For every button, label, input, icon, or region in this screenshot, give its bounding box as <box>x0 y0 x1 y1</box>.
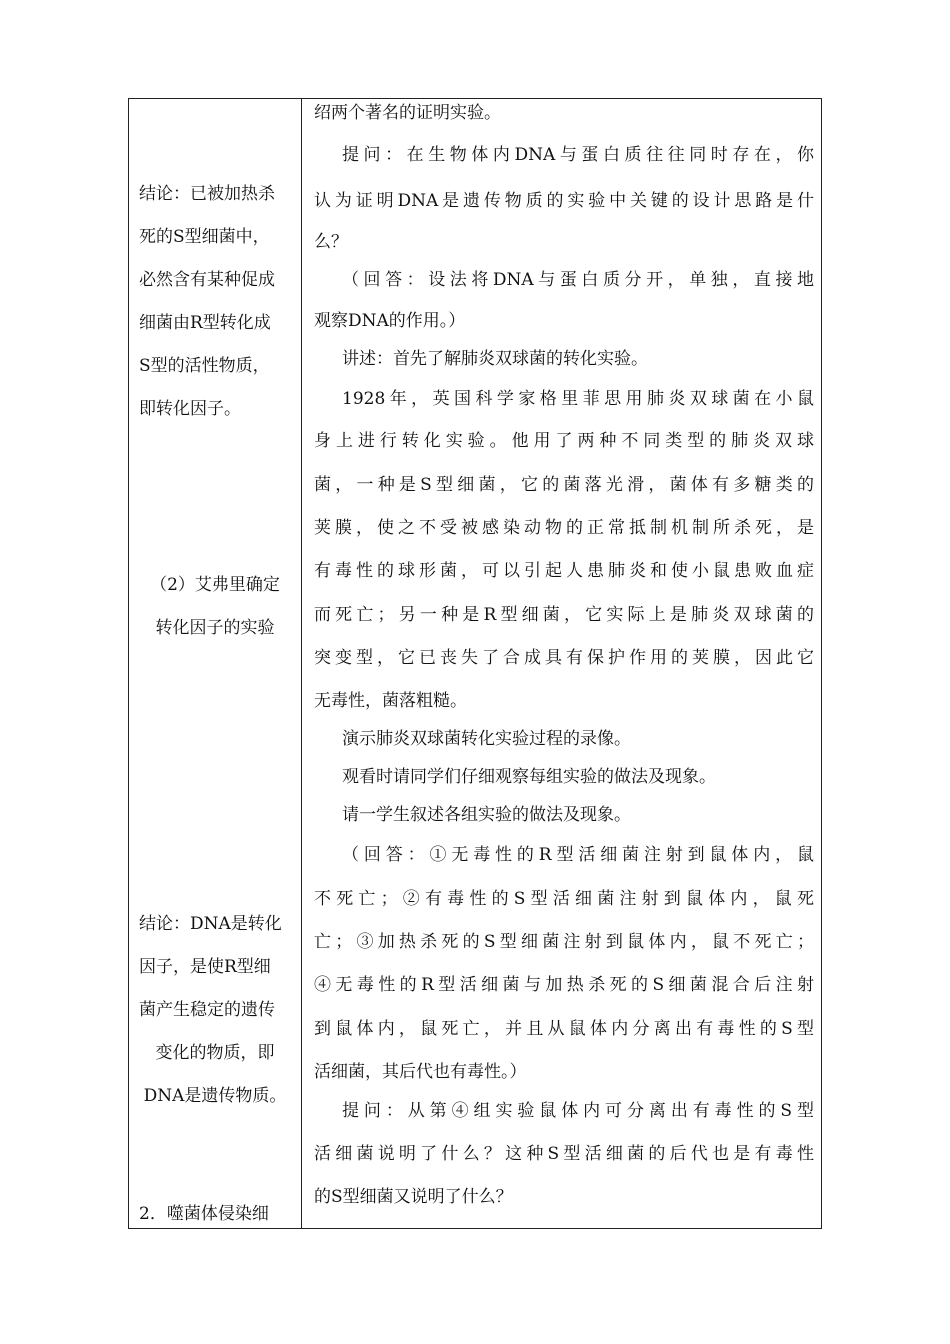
body-line: 的S型细菌又说明了什么？ <box>314 1187 513 1207</box>
body-line: 荚膜，使之不受被感染动物的正常抵制机制所杀死，是 <box>314 518 814 538</box>
body-line: 而死亡；另一种是R型细菌，它实际上是肺炎双球菌的 <box>314 605 814 625</box>
conclusion1-line: 结论：已被加热杀 <box>139 184 275 204</box>
body-line: 亡；③加热杀死的S型细菌注射到鼠体内，鼠不死亡； <box>314 932 814 952</box>
body-line: 观察DNA的作用。） <box>314 311 466 331</box>
notes-column <box>129 99 301 1228</box>
conclusion2-line: 结论：DNA是转化 <box>139 914 282 934</box>
body-line: 菌，一种是S型细菌，它的菌落光滑，菌体有多糖类的 <box>314 475 814 495</box>
body-line: （回答：设法将DNA与蛋白质分开，单独，直接地 <box>342 270 814 290</box>
body-line: 绍两个著名的证明实验。 <box>314 103 501 123</box>
body-line: 演示肺炎双球菌转化实验过程的录像。 <box>342 729 631 749</box>
body-line: 讲述：首先了解肺炎双球菌的转化实验。 <box>342 349 648 369</box>
body-line: 不死亡；②有毒性的S型活细菌注射到鼠体内，鼠死 <box>314 889 814 909</box>
conclusion1-line: 细菌由R型转化成 <box>139 313 271 333</box>
section2-heading: 转化因子的实验 <box>155 618 275 638</box>
section2-heading: （2）艾弗里确定 <box>150 575 280 595</box>
body-line: 么？ <box>314 232 348 252</box>
body-line: ④无毒性的R型活细菌与加热杀死的S细菌混合后注射 <box>314 975 814 995</box>
body-line: 1928年，英国科学家格里菲思用肺炎双球菌在小鼠 <box>342 389 814 409</box>
body-column <box>302 99 821 1228</box>
conclusion1-line: 必然含有某种促成 <box>139 270 275 290</box>
body-line: 请一学生叙述各组实验的做法及现象。 <box>342 805 631 825</box>
body-line: 无毒性，菌落粗糙。 <box>314 691 467 711</box>
body-line: 突变型，它已丧失了合成具有保护作用的荚膜，因此它 <box>314 648 814 668</box>
body-line: 活细菌说明了什么？这种S型活细菌的后代也是有毒性 <box>314 1144 814 1164</box>
lesson-table <box>128 98 822 1229</box>
body-line: 有毒性的球形菌，可以引起人患肺炎和使小鼠患败血症 <box>314 561 814 581</box>
body-line: 提问：在生物体内DNA与蛋白质往往同时存在，你 <box>342 145 814 165</box>
body-line: （回答：①无毒性的R型活细菌注射到鼠体内，鼠 <box>342 845 814 865</box>
conclusion2-line: 因子，是使R型细 <box>139 957 271 977</box>
conclusion2-line: 变化的物质，即 <box>155 1043 275 1063</box>
body-line: 认为证明DNA是遗传物质的实验中关键的设计思路是什 <box>314 191 814 211</box>
conclusion2-line: 菌产生稳定的遗传 <box>139 1000 275 1020</box>
body-line: 到鼠体内，鼠死亡，并且从鼠体内分离出有毒性的S型 <box>314 1019 814 1039</box>
conclusion1-line: 死的S型细菌中， <box>139 227 270 247</box>
body-line: 观看时请同学们仔细观察每组实验的做法及现象。 <box>342 767 716 787</box>
conclusion1-line: 即转化因子。 <box>139 399 241 419</box>
conclusion1-line: S型的活性物质， <box>139 356 270 376</box>
body-line: 活细菌，其后代也有毒性。） <box>314 1062 527 1082</box>
body-line: 身上进行转化实验。他用了两种不同类型的肺炎双球 <box>314 431 814 451</box>
section3-heading: 2．噬菌体侵染细 <box>139 1204 269 1224</box>
conclusion2-line: DNA是遗传物质。 <box>143 1086 287 1106</box>
body-line: 提问：从第④组实验鼠体内可分离出有毒性的S型 <box>342 1101 814 1121</box>
